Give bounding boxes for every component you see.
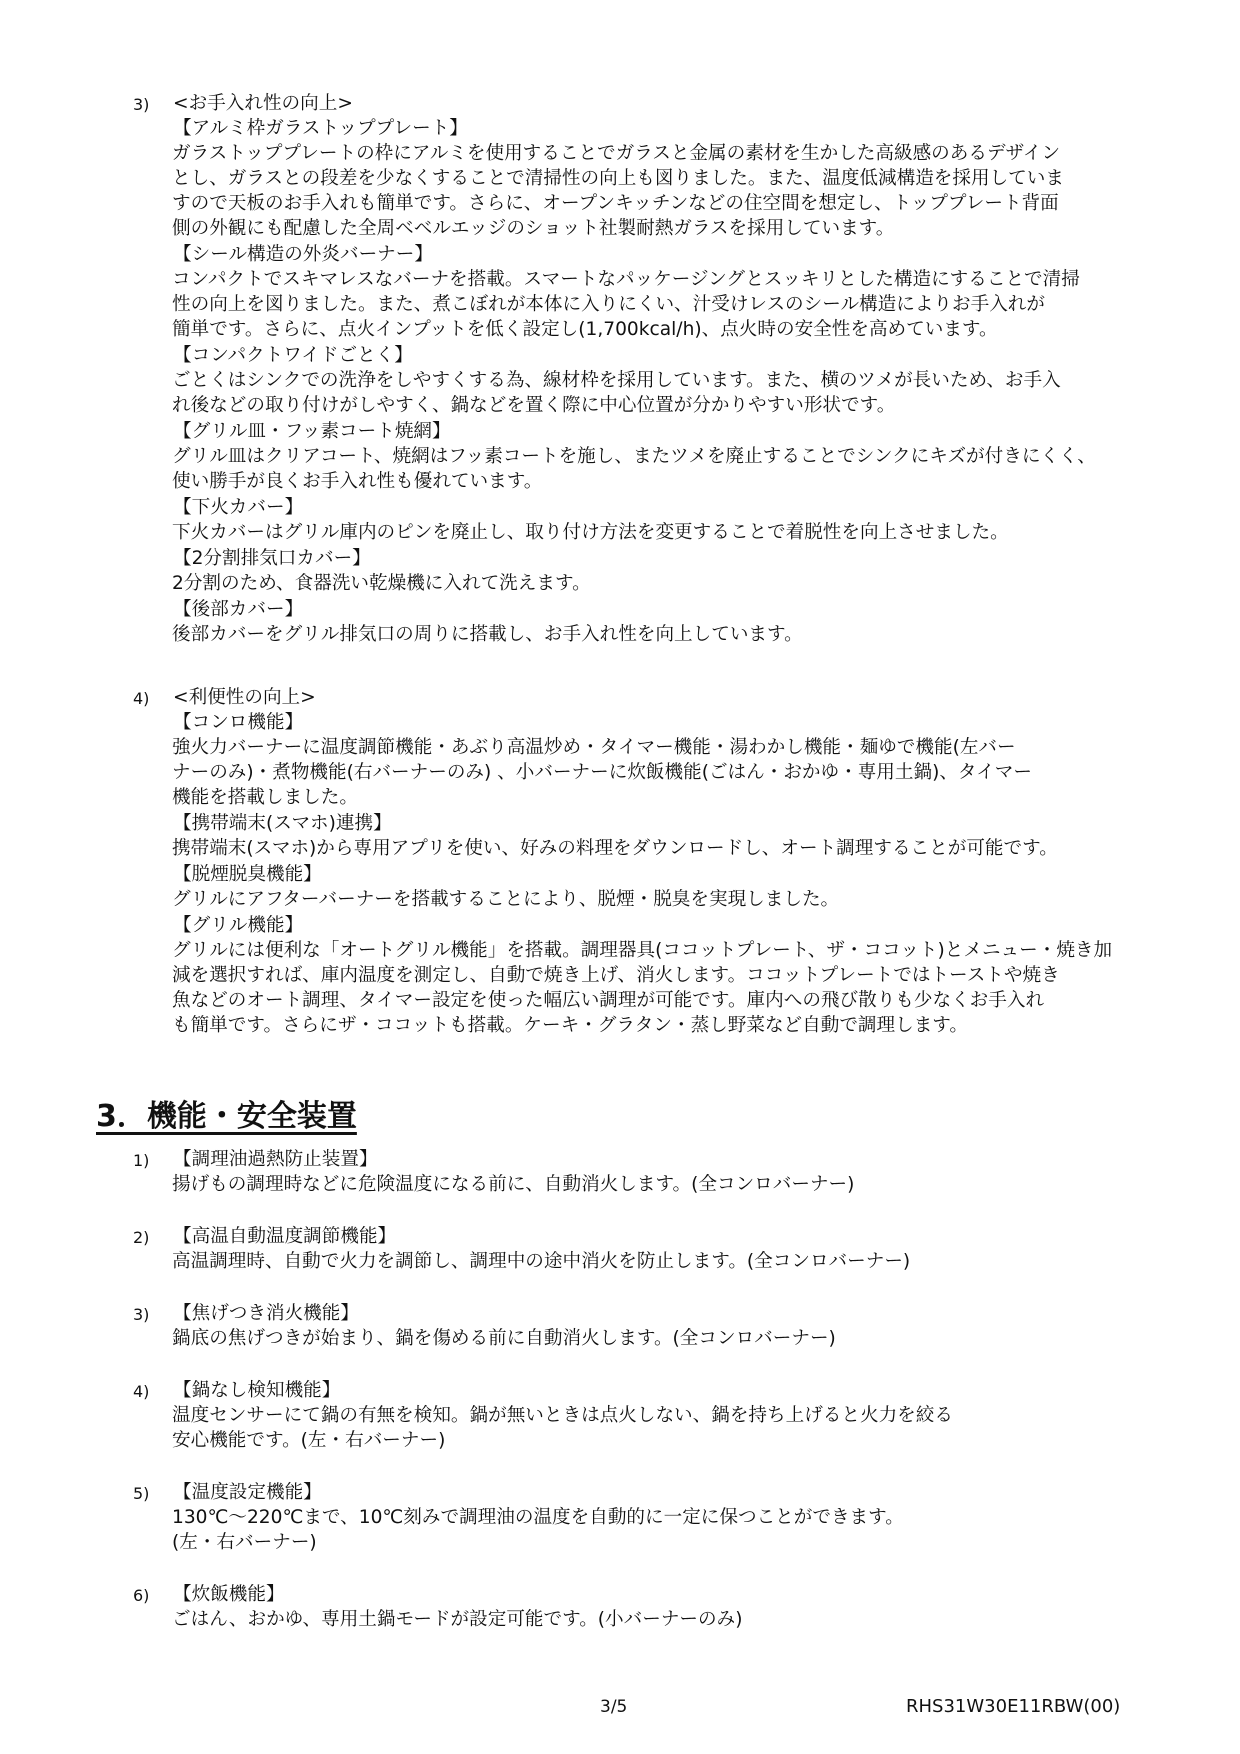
convenience-item-text: 減を選択すれば、庫内温度を測定し、自動で焼き上げ、消火します。ココットプレートではトーストや焼き	[172, 965, 1060, 986]
care-item-text: コンパクトでスキマレスなバーナを搭載。スマートなパッケージングとスッキリとした構造にすることで清掃	[172, 269, 1080, 290]
safety-item-heading: 【炊飯機能】	[173, 1584, 285, 1605]
convenience-item-text: ナーのみ)・煮物機能(右バーナーのみ) 、小バーナーに炊飯機能(ごはん・おかゆ・専用土鍋)、タイマー	[172, 762, 1032, 783]
safety-item-number: 2)	[133, 1228, 150, 1247]
care-title: <お手入れ性の向上>	[173, 93, 353, 114]
section-heading: 3．機能・安全装置	[96, 1099, 357, 1134]
convenience-title: <利便性の向上>	[173, 687, 316, 708]
convenience-item-text: 機能を搭載しました。	[172, 787, 358, 808]
convenience-item-text: 携帯端末(スマホ)から専用アプリを使い、好みの料理をダウンロードし、オート調理することが可能です。	[172, 838, 1058, 859]
safety-item-text: (左・右バーナー)	[172, 1532, 317, 1553]
care-item-text: 簡単です。さらに、点火インプットを低く設定し(1,700kcal/h)、点火時の安全性を高めています。	[172, 319, 998, 340]
safety-item-text: 鍋底の焦げつきが始まり、鍋を傷める前に自動消火します。(全コンロバーナー)	[172, 1328, 836, 1349]
safety-item-heading: 【焦げつき消火機能】	[173, 1303, 359, 1324]
convenience-item-heading: 【携帯端末(スマホ)連携】	[173, 813, 392, 834]
care-item-text: 性の向上を図りました。また、煮こぼれが本体に入りにくい、汁受けレスのシール構造によりお手入れが	[172, 294, 1045, 315]
safety-item-number: 3)	[133, 1305, 150, 1324]
care-item-text: ごとくはシンクでの洗浄をしやすくする為、線材枠を採用しています。また、横のツメが長いため、お手入	[172, 370, 1061, 391]
convenience-item-text: 魚などのオート調理、タイマー設定を使った幅広い調理が可能です。庫内への飛び散りも少なくお手入れ	[172, 990, 1045, 1011]
page-number: 3/5	[600, 1697, 628, 1717]
care-item-heading: 【グリル皿・フッ素コート焼網】	[173, 421, 451, 442]
care-item-text: グリル皿はクリアコート、焼網はフッ素コートを施し、またツメを廃止することでシンクにキズが付きにくく、	[172, 446, 1096, 467]
care-item-text: 後部カバーをグリル排気口の周りに搭載し、お手入れ性を向上しています。	[172, 624, 803, 645]
convenience-number: 4)	[133, 689, 150, 708]
convenience-item-text: 強火力バーナーに温度調節機能・あぶり高温炒め・タイマー機能・湯わかし機能・麺ゆで機能(左バー	[172, 737, 1016, 758]
safety-item-text: 温度センサーにて鍋の有無を検知。鍋が無いときは点火しない、鍋を持ち上げると火力を絞る	[172, 1405, 953, 1426]
convenience-item-heading: 【コンロ機能】	[173, 712, 304, 733]
document-code: RHS31W30E11RBW(00)	[906, 1696, 1121, 1717]
safety-item-number: 4)	[133, 1382, 150, 1401]
care-item-heading: 【下火カバー】	[173, 497, 304, 518]
convenience-item-text: も簡単です。さらにザ・ココットも搭載。ケーキ・グラタン・蒸し野菜など自動で調理します。	[172, 1015, 968, 1036]
safety-item-heading: 【高温自動温度調節機能】	[173, 1226, 397, 1247]
safety-item-text: ごはん、おかゆ、専用土鍋モードが設定可能です。(小バーナーのみ)	[172, 1609, 743, 1630]
safety-item-text: 130℃～220℃まで、10℃刻みで調理油の温度を自動的に一定に保つことができます。	[172, 1507, 904, 1528]
safety-item-text: 高温調理時、自動で火力を調節し、調理中の途中消火を防止します。(全コンロバーナー)	[172, 1251, 911, 1272]
care-item-heading: 【アルミ枠ガラストッププレート】	[173, 118, 468, 139]
care-number: 3)	[133, 95, 150, 114]
safety-item-number: 6)	[133, 1586, 150, 1605]
care-item-text: 使い勝手が良くお手入れ性も優れています。	[172, 471, 543, 492]
safety-item-text: 揚げもの調理時などに危険温度になる前に、自動消火します。(全コンロバーナー)	[172, 1174, 855, 1195]
safety-item-text: 安心機能です。(左・右バーナー)	[172, 1430, 446, 1451]
care-item-text: とし、ガラスとの段差を少なくすることで清掃性の向上も図りました。また、温度低減構造を採用していま	[172, 168, 1064, 189]
care-item-text: 2分割のため、食器洗い乾燥機に入れて洗えます。	[172, 573, 591, 594]
convenience-item-text: グリルにアフターバーナーを搭載することにより、脱煙・脱臭を実現しました。	[172, 889, 840, 910]
care-item-text: れ後などの取り付けがしやすく、鍋などを置く際に中心位置が分かりやすい形状です。	[172, 395, 896, 416]
care-item-text: ガラストッププレートの枠にアルミを使用することでガラスと金属の素材を生かした高級感のあるデザイン	[172, 143, 1061, 164]
safety-item-heading: 【温度設定機能】	[173, 1482, 322, 1503]
safety-item-heading: 【鍋なし検知機能】	[173, 1380, 341, 1401]
convenience-item-heading: 【脱煙脱臭機能】	[173, 864, 322, 885]
care-item-heading: 【コンパクトワイドごとく】	[173, 345, 413, 366]
safety-item-number: 5)	[133, 1484, 150, 1503]
care-item-text: 下火カバーはグリル庫内のピンを廃止し、取り付け方法を変更することで着脱性を向上させました。	[172, 522, 1009, 543]
safety-item-heading: 【調理油過熱防止装置】	[173, 1149, 378, 1170]
care-item-heading: 【後部カバー】	[173, 599, 304, 620]
convenience-item-text: グリルには便利な「オートグリル機能」を搭載。調理器具(ココットプレート、ザ・ココット)とメニュー・焼き加	[172, 940, 1113, 961]
care-item-text: すので天板のお手入れも簡単です。さらに、オープンキッチンなどの住空間を想定し、トッププレート背面	[172, 193, 1059, 214]
care-item-heading: 【シール構造の外炎バーナー】	[173, 244, 433, 265]
convenience-item-heading: 【グリル機能】	[173, 915, 304, 936]
care-item-text: 側の外観にも配慮した全周ベベルエッジのショット社製耐熱ガラスを採用しています。	[172, 218, 895, 239]
safety-item-number: 1)	[133, 1151, 150, 1170]
care-item-heading: 【2分割排気口カバー】	[173, 548, 371, 569]
